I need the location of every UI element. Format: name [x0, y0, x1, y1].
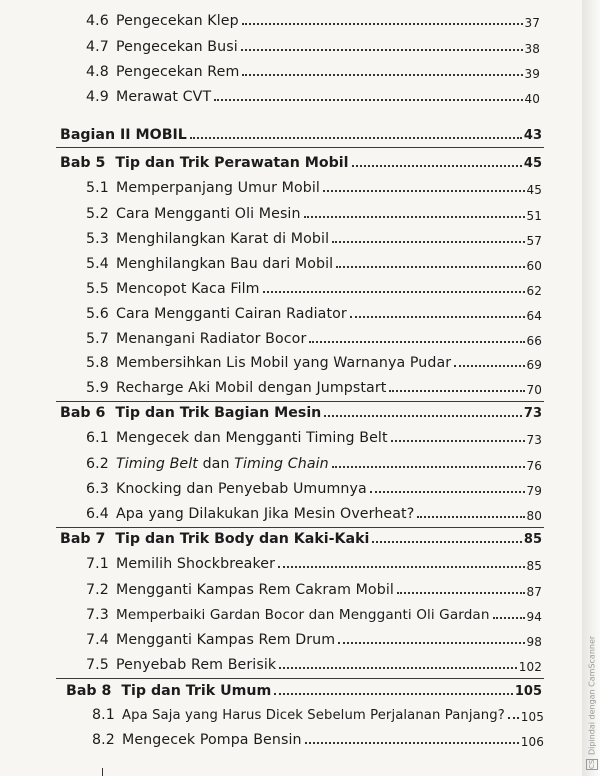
dot-leader	[493, 617, 525, 619]
toc-entry-5-8	[86, 355, 542, 371]
camscanner-watermark	[584, 620, 600, 770]
entry-page: 38	[524, 42, 540, 56]
toc-entry-4-8	[86, 64, 540, 80]
toc-entry-7-3	[86, 607, 542, 623]
chapter-number: Bab 5	[60, 155, 106, 171]
toc-entry-5-1	[86, 180, 542, 196]
dot-leader	[278, 566, 524, 568]
entry-number: 7.1	[86, 556, 109, 572]
entry-title: Penyebab Rem Berisik	[116, 657, 277, 673]
dot-leader	[214, 99, 522, 101]
chapter-title: Tip dan Trik Umum	[121, 683, 272, 699]
toc-entry-5-2	[86, 206, 542, 222]
entry-title: Mengecek Pompa Bensin	[122, 732, 302, 748]
toc-chapter-6	[60, 405, 542, 421]
dot-leader	[241, 49, 523, 51]
entry-title: Memilih Shockbreaker	[116, 556, 276, 572]
toc-entry-8-2	[92, 732, 544, 748]
chapter-page: 85	[523, 532, 542, 547]
dot-leader	[242, 74, 522, 76]
entry-page: 51	[526, 209, 542, 223]
toc-entry-5-4	[86, 256, 542, 272]
chapter-number: Bab 6	[60, 405, 106, 421]
entry-title: Pengecekan Klep	[116, 13, 239, 29]
entry-title: Memperbaiki Gardan Bocor dan Mengganti Oli Gardan	[116, 607, 490, 623]
entry-number: 5.8	[86, 355, 109, 371]
dot-leader	[352, 165, 522, 167]
entry-title: Menghilangkan Bau dari Mobil	[116, 256, 334, 272]
entry-number: 7.4	[86, 632, 109, 648]
entry-page: 60	[526, 259, 542, 273]
dot-leader	[332, 241, 524, 243]
dot-leader	[372, 541, 521, 543]
toc-entry-5-3	[86, 231, 542, 247]
dot-leader	[305, 742, 519, 744]
entry-number: 5.9	[86, 380, 109, 396]
entry-title: Merawat CVT	[116, 89, 212, 105]
entry-number: 5.6	[86, 306, 109, 322]
chapter-page: 105	[514, 684, 542, 699]
entry-number: 5.3	[86, 231, 109, 247]
entry-number: 5.7	[86, 331, 109, 347]
toc-entry-7-2	[86, 582, 542, 598]
chapter-number: Bab 8	[66, 683, 112, 699]
toc-entry-6-3	[86, 481, 542, 497]
dot-leader	[263, 291, 525, 293]
entry-page: 102	[518, 660, 542, 674]
entry-number: 5.5	[86, 281, 109, 297]
entry-number: 8.2	[92, 732, 115, 748]
entry-page: 76	[526, 459, 542, 473]
entry-title-italic-a: Timing Belt	[116, 456, 198, 472]
toc-entry-4-9	[86, 89, 540, 105]
chapter-page: 45	[523, 156, 542, 171]
part-title: Bagian II MOBIL	[60, 127, 187, 143]
entry-title: Memperpanjang Umur Mobil	[116, 180, 320, 196]
entry-page: 62	[526, 284, 542, 298]
entry-number: 4.8	[86, 64, 109, 80]
entry-page: 69	[526, 358, 542, 372]
camscanner-text: Dipindai dengan CamScanner	[587, 635, 597, 755]
toc-entry-6-4	[86, 506, 542, 522]
toc-entry-7-1	[86, 556, 542, 572]
toc-entry-5-6	[86, 306, 542, 322]
entry-page: 39	[524, 67, 540, 81]
entry-title: Apa Saja yang Harus Dicek Sebelum Perjalanan Panjang?	[122, 708, 505, 723]
entry-title: Pengecekan Busi	[116, 39, 238, 55]
page-mark	[102, 768, 103, 776]
toc-part-2	[60, 127, 542, 143]
entry-title-plain: dan	[197, 456, 235, 472]
dot-leader	[389, 390, 524, 392]
entry-title: Membersihkan Lis Mobil yang Warnanya Pudar	[116, 355, 452, 371]
entry-page: 106	[520, 735, 544, 749]
dot-leader	[324, 415, 522, 417]
dot-leader	[350, 316, 525, 318]
chapter-number: Bab 7	[60, 531, 106, 547]
entry-number: 6.2	[86, 456, 109, 472]
dot-leader	[391, 440, 525, 442]
entry-page: 105	[520, 710, 544, 724]
entry-number: 5.4	[86, 256, 109, 272]
dot-leader	[370, 491, 525, 493]
dot-leader	[323, 190, 525, 192]
entry-page: 79	[526, 484, 542, 498]
entry-number: 7.5	[86, 657, 109, 673]
section-divider	[56, 678, 544, 679]
entry-title: Cara Mengganti Oli Mesin	[116, 206, 301, 222]
entry-number: 5.1	[86, 180, 109, 196]
entry-title: Mengganti Kampas Rem Cakram Mobil	[116, 582, 394, 598]
dot-leader	[338, 642, 524, 644]
toc-chapter-5	[60, 155, 542, 171]
entry-page: 37	[524, 16, 540, 30]
chapter-title: Tip dan Trik Perawatan Mobil	[115, 155, 349, 171]
entry-page: 73	[526, 433, 542, 447]
entry-page: 85	[526, 559, 542, 573]
toc-chapter-7	[60, 531, 542, 547]
entry-title	[116, 456, 329, 472]
toc-chapter-8	[66, 683, 542, 699]
section-divider	[56, 527, 544, 528]
dot-leader	[508, 717, 519, 719]
dot-leader	[279, 667, 517, 669]
toc-entry-5-7	[86, 331, 542, 347]
entry-title: Cara Mengganti Cairan Radiator	[116, 306, 347, 322]
toc-entry-6-1	[86, 430, 542, 446]
entry-page: 94	[526, 610, 542, 624]
entry-number: 6.3	[86, 481, 109, 497]
dot-leader	[332, 466, 525, 468]
chapter-title: Tip dan Trik Bagian Mesin	[115, 405, 322, 421]
toc-entry-7-5	[86, 657, 542, 673]
toc-entry-7-4	[86, 632, 542, 648]
dot-leader	[417, 516, 524, 518]
section-divider	[56, 147, 544, 148]
dot-leader	[397, 592, 525, 594]
entry-title-italic-b: Timing Chain	[234, 456, 329, 472]
entry-title: Recharge Aki Mobil dengan Jumpstart	[116, 380, 387, 396]
entry-number: 4.9	[86, 89, 109, 105]
entry-number: 7.2	[86, 582, 109, 598]
toc-entry-5-9	[86, 380, 542, 396]
camscanner-badge: CS	[588, 759, 596, 769]
entry-page: 98	[526, 635, 542, 649]
part-page: 43	[523, 128, 542, 143]
dot-leader	[274, 693, 513, 695]
entry-title: Menghilangkan Karat di Mobil	[116, 231, 330, 247]
toc-entry-4-7	[86, 39, 540, 55]
entry-title: Apa yang Dilakukan Jika Mesin Overheat?	[116, 506, 415, 522]
entry-title: Pengecekan Rem	[116, 64, 240, 80]
entry-title: Mengganti Kampas Rem Drum	[116, 632, 336, 648]
dot-leader	[304, 216, 525, 218]
entry-number: 5.2	[86, 206, 109, 222]
dot-leader	[336, 266, 524, 268]
toc-entry-5-5	[86, 281, 542, 297]
entry-page: 45	[526, 183, 542, 197]
chapter-title: Tip dan Trik Body dan Kaki-Kaki	[115, 531, 370, 547]
entry-number: 6.4	[86, 506, 109, 522]
dot-leader	[190, 137, 522, 139]
toc-entry-8-1	[92, 707, 544, 723]
dot-leader	[242, 23, 523, 25]
entry-number: 4.6	[86, 13, 109, 29]
entry-page: 80	[526, 509, 542, 523]
entry-number: 8.1	[92, 707, 115, 723]
entry-number: 6.1	[86, 430, 109, 446]
toc-entry-4-6	[86, 13, 540, 29]
dot-leader	[454, 365, 524, 367]
entry-title: Menangani Radiator Bocor	[116, 331, 307, 347]
entry-page: 57	[526, 234, 542, 248]
chapter-page: 73	[523, 406, 542, 421]
entry-title: Mengecek dan Mengganti Timing Belt	[116, 430, 388, 446]
entry-page: 87	[526, 585, 542, 599]
section-divider	[56, 401, 544, 402]
dot-leader	[309, 341, 524, 343]
toc-entry-6-2	[86, 456, 542, 472]
entry-title: Mencopot Kaca Film	[116, 281, 260, 297]
entry-title: Knocking dan Penyebab Umumnya	[116, 481, 367, 497]
entry-page: 40	[524, 92, 540, 106]
entry-page: 70	[526, 383, 542, 397]
entry-number: 7.3	[86, 607, 109, 623]
entry-number: 4.7	[86, 39, 109, 55]
entry-page: 64	[526, 309, 542, 323]
entry-page: 66	[526, 334, 542, 348]
